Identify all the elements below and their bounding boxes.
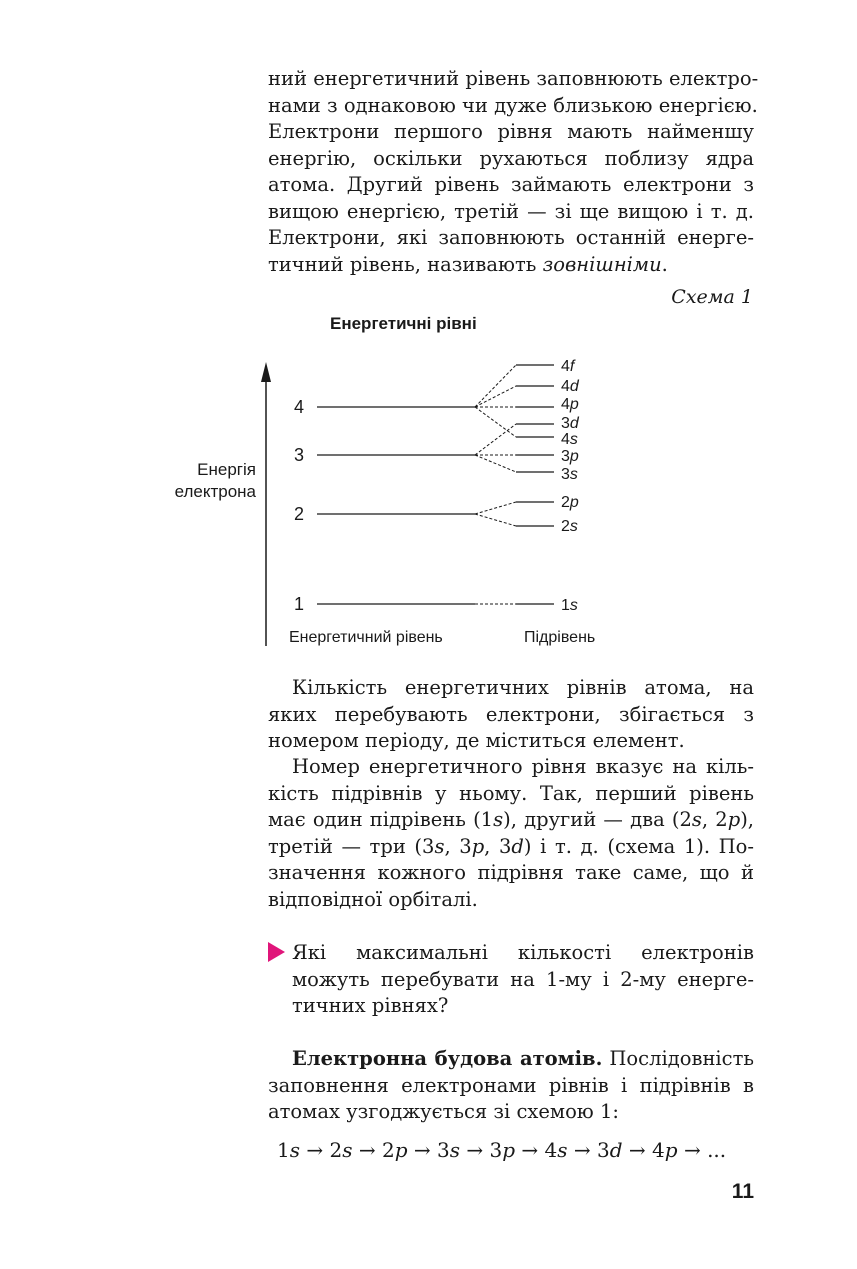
caption-sublevel: Підрівень [524,629,596,646]
formula-step: 4p [652,1138,678,1162]
text-line [268,807,754,834]
text-line: яких перебувають електрони, збігається з [268,702,754,726]
text-fragment: має один підрівень (1 [268,808,494,831]
sublevel-label-3d: 3d [561,415,579,432]
text-fragment: . [661,252,668,276]
connectors [475,365,516,604]
caption-energy-level: Енергетичний рівень [289,629,443,646]
arrow-icon: → [358,1138,376,1162]
orbital-letter: s [493,808,504,831]
text-line: значення кожного підрівня таке саме, що й [268,861,754,884]
axis-arrowhead [261,362,271,382]
scheme-label: Схема 1 [671,286,753,308]
text-line: Кількість енергетичних рівнів атома, на [292,676,754,699]
sublevel-label-2s: 2s [561,518,578,535]
formula-step: 3s [437,1138,460,1162]
formula-step: 1s [277,1138,300,1162]
text-line: кість підрівнів у ньому. Так, перший рівень [268,781,754,805]
text-fragment: ) і т. д. (схема 1). По- [523,834,754,858]
arrow-icon: → [413,1138,431,1162]
section-heading: Електронна будова атомів. [292,1047,603,1070]
emphasized-term: зовнішніми [542,252,662,276]
level-number: 3 [294,445,305,465]
sublevel-label-4s: 4s [561,431,578,448]
axis-label: Енергія [197,460,256,479]
sublevel-label-4f: 4f [561,358,575,375]
orbital-letter: s [691,808,702,831]
diagram-title: Енергетичні рівні [330,314,477,333]
sublevel-label-4p: 4p [561,396,579,413]
text-line: енергію, оскільки рухаються поблизу ядра [268,146,754,170]
orbital-letter: p [471,834,485,858]
arrow-icon: → [573,1138,591,1162]
sublevel-label-3s: 3s [561,466,578,483]
arrow-icon: → [306,1138,324,1162]
sublevel-label-2p: 2p [561,494,579,511]
text-line: тичних рівнях? [292,994,449,1017]
level-number: 2 [294,504,305,524]
text-line: ний енергетичний рівень заповнюють електро- [268,67,759,90]
text-line: відповідної орбіталі. [268,887,478,911]
text-fragment: , 2 [701,808,728,831]
question-block [292,940,754,1020]
formula-step: 2p [381,1138,408,1162]
text-line: нами з однаковою чи дуже близькою енергією. [268,93,758,117]
text-line: заповнення електронами рівнів і підрівнів в [268,1073,754,1097]
text-line: Які максимальні кількості електронів [292,941,754,964]
orbital-letter: p [727,808,741,831]
text-fragment: третій — три (3 [268,834,435,858]
axis-label: електрона [174,482,256,501]
arrow-icon: → [466,1138,484,1162]
text-line: можуть перебувати на 1-му і 2-му енерге- [292,967,754,991]
page-number: 11 [731,1180,754,1203]
text-fragment: Послідовність [602,1047,754,1070]
text-line: Номер енергетичного рівня вказує на кіль- [292,755,754,778]
section-electronic-structure [268,1046,754,1126]
arrow-icon: → [628,1138,646,1162]
formula-step: 3d [597,1138,623,1162]
level-number: 4 [294,397,305,417]
filling-order-formula [277,1138,726,1162]
sublevel-label-4d: 4d [561,378,579,395]
text-line: вищою енергією, третій — зі ще вищою і т. д. [268,199,754,223]
formula-step: 2s [329,1138,353,1162]
text-line [268,1046,754,1073]
sublevel-label-3p: 3p [561,448,579,465]
formula-ellipsis: ... [707,1138,727,1162]
orbital-letter: s [434,834,445,858]
sublevel-lines [516,365,554,604]
text-fragment: , 3 [444,834,472,858]
paragraph-levels-count [268,675,754,755]
paragraph-sublevels [268,754,754,913]
question-marker-icon [268,942,285,962]
text-line: Електрони, які заповнюють останній енерге- [268,226,754,249]
formula-step: 4s [544,1138,568,1162]
text-fragment: , 3 [484,834,512,858]
text-line: Електрони першого рівня мають найменшу [268,120,754,143]
text-line: атома. Другий рівень займають електрони з [268,173,754,196]
text-fragment: ), другий — два (2 [503,808,692,831]
sublevel-label-1s: 1s [561,597,578,614]
text-line: атомах узгоджується зі схемою 1: [268,1100,619,1123]
text-fragment: тичний рівень, називають [268,252,543,276]
text-fragment: ), [740,808,754,831]
formula-step: 3p [489,1138,516,1162]
level-number: 1 [294,594,305,614]
arrow-icon: → [683,1138,701,1162]
orbital-letter: d [511,834,524,858]
text-line [268,834,754,861]
arrow-icon: → [521,1138,539,1162]
text-line: номером періоду, де міститься елемент. [268,729,685,752]
